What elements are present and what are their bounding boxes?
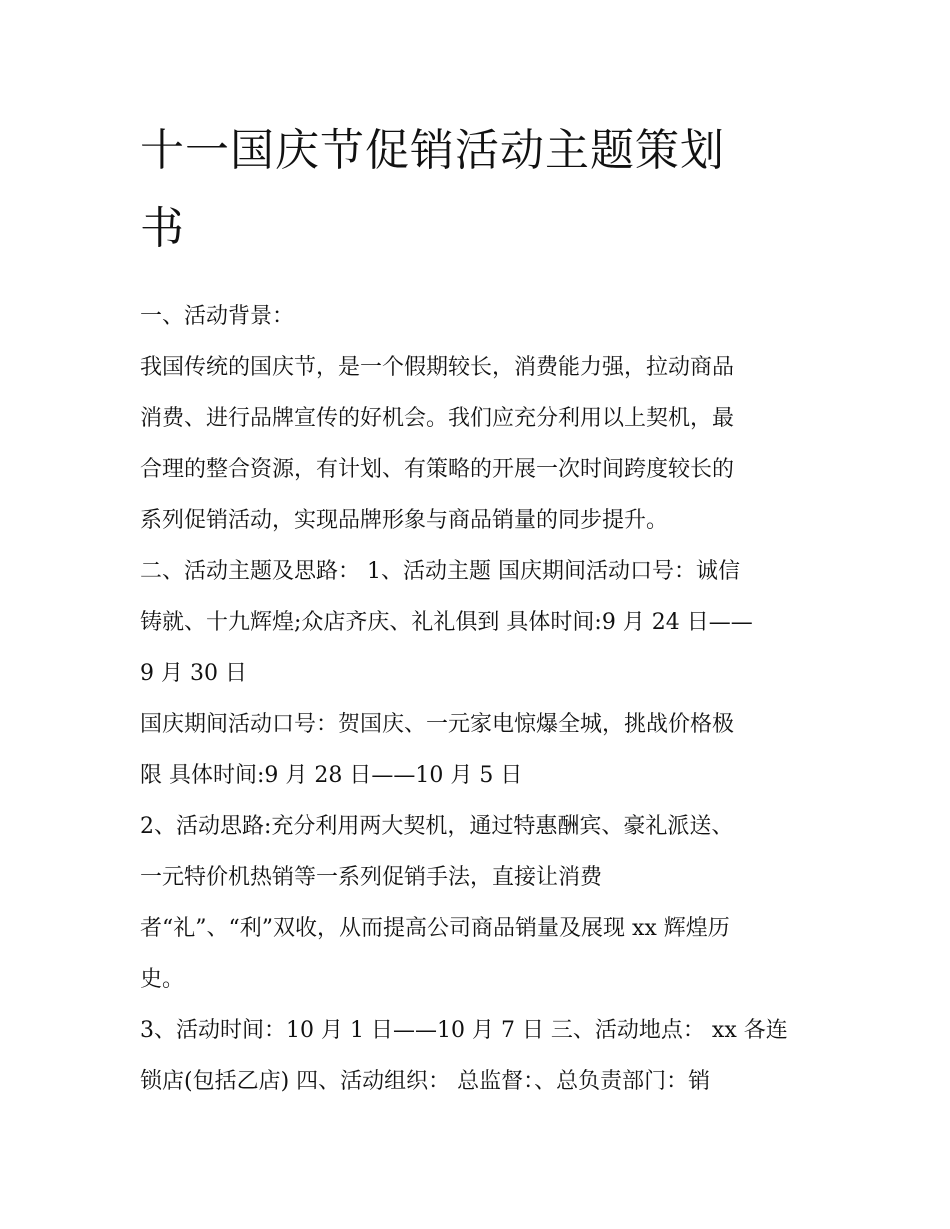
body-line: 合理的整合资源，有计划、有策略的开展一次时间跨度较长的 [140, 457, 735, 482]
body-line: 一元特价机热销等一系列促销手法，直接让消费 [140, 865, 603, 890]
body-line: 我国传统的国庆节，是一个假期较长，消费能力强，拉动商品 [140, 355, 735, 380]
body-line: 消费、进行品牌宣传的好机会。我们应充分利用以上契机，最 [140, 406, 735, 431]
document-title [140, 112, 815, 268]
title-line: 十一国庆节促销活动主题策划 [140, 125, 725, 176]
body-line: 9 月 30 日 [140, 661, 247, 686]
body-line: 二、活动主题及思路： 1、活动主题 国庆期间活动口号：诚信 [140, 559, 740, 584]
body-line: 限 具体时间:9 月 28 日——10 月 5 日 [140, 763, 523, 788]
document-body [140, 291, 815, 1107]
body-line: 系列促销活动，实现品牌形象与商品销量的同步提升。 [140, 508, 669, 533]
body-line: 锁店(包括乙店) 四、活动组织： 总监督：、总负责部门：销 [140, 1069, 711, 1094]
body-line: 国庆期间活动口号：贺国庆、一元家电惊爆全城，挑战价格极 [140, 712, 735, 737]
body-line: 者“礼”、“利”双收，从而提高公司商品销量及展现 xx 辉煌历 [140, 916, 730, 941]
title-line: 书 [140, 203, 185, 254]
body-line: 2、活动思路:充分利用两大契机，通过特惠酬宾、豪礼派送、 [140, 814, 734, 839]
body-line: 3、活动时间：10 月 1 日——10 月 7 日 三、活动地点： xx 各连 [140, 1018, 788, 1043]
heading-background: 一、活动背景： [140, 304, 295, 329]
body-line: 史。 [140, 967, 185, 992]
document-content [140, 112, 815, 1107]
body-line: 铸就、十九辉煌;众店齐庆、礼礼俱到 具体时间:9 月 24 日—— [140, 610, 753, 635]
